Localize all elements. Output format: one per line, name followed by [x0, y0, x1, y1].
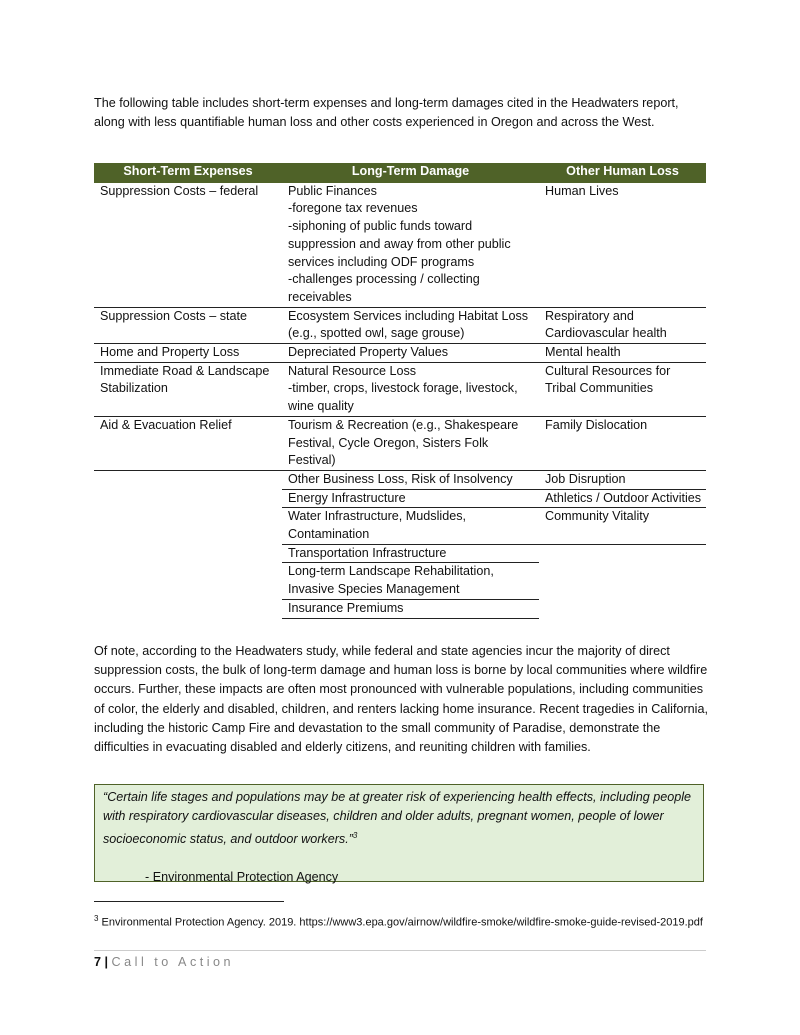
header-human-loss: Other Human Loss — [539, 163, 706, 182]
table-cell: Energy Infrastructure — [282, 489, 539, 508]
quote-text — [103, 788, 695, 849]
table-row — [94, 182, 706, 307]
table-cell — [94, 508, 282, 544]
table-cell: Tourism & Recreation (e.g., Shakespeare Festival, Cycle Oregon, Sisters Folk Festival) — [282, 416, 539, 470]
table-row — [94, 470, 706, 489]
table-cell: Respiratory and Cardiovascular health — [539, 307, 706, 343]
quote-body: “Certain life stages and populations may be at greater risk of experiencing health effects, including people with respiratory cardiovascular diseases, children and older adults, pregnant women, people of lower socioeconomic status, and outdoor workers.” — [103, 790, 692, 847]
table-row — [94, 362, 706, 416]
footnote-ref[interactable]: 3 — [352, 831, 358, 840]
table-cell: Water Infrastructure, Mudslides, Contamination — [282, 508, 539, 544]
table-cell: Athletics / Outdoor Activities — [539, 489, 706, 508]
footnote-text: Environmental Protection Agency. 2019. https://www3.epa.gov/airnow/wildfire-smoke/wildfire-smoke-guide-revised-2019.pdf — [98, 916, 703, 929]
table-cell — [94, 544, 282, 563]
table-row — [94, 489, 706, 508]
table-cell: Suppression Costs – state — [94, 307, 282, 343]
table-cell: Mental health — [539, 344, 706, 363]
table-cell: Home and Property Loss — [94, 344, 282, 363]
table-cell — [94, 470, 282, 489]
quote-attribution: - Environmental Protection Agency — [145, 870, 339, 885]
table-cell: Suppression Costs – federal — [94, 182, 282, 307]
header-long-term: Long-Term Damage — [282, 163, 539, 182]
table-cell: Natural Resource Loss -timber, crops, livestock forage, livestock, wine quality — [282, 362, 539, 416]
table-cell: Family Dislocation — [539, 416, 706, 470]
quote-box — [94, 784, 704, 885]
table-row — [94, 307, 706, 343]
table-cell: Transportation Infrastructure — [282, 544, 539, 563]
table-row — [94, 563, 706, 599]
table-cell: Community Vitality — [539, 508, 706, 544]
footnote-number: 3 — [94, 914, 99, 923]
intro-paragraph: The following table includes short-term expenses and long-term damages cited in the Headwaters report, along with less quantifiable human loss and other costs experienced in Oregon and across the West. — [94, 96, 679, 130]
table-row — [94, 344, 706, 363]
header-short-term: Short-Term Expenses — [94, 163, 282, 182]
table-cell — [539, 563, 706, 599]
table-cell: Ecosystem Services including Habitat Loss (e.g., spotted owl, sage grouse) — [282, 307, 539, 343]
body-paragraph: Of note, according to the Headwaters study, while federal and state agencies incur the majority of direct suppression costs, the bulk of long-term damage and human loss is borne by local communities where wildfire occurs. Further, these impacts are often most pronounced with vulnerable populations, including communities of color, the elderly and disabled, children, and renters lacking home insurance. Recent tragedies in California, including the historic Camp Fire and devastation to the small community of Paradise, demonstrate the difficulties in evacuating disabled and elderly citizens, and reuniting children with families. — [94, 644, 708, 755]
table-cell: Human Lives — [539, 182, 706, 307]
footnote-divider — [94, 901, 284, 902]
table-row — [94, 416, 706, 470]
table-cell: Depreciated Property Values — [282, 344, 539, 363]
footer-separator: | — [101, 955, 112, 969]
table-cell — [539, 599, 706, 618]
table-cell — [94, 563, 282, 599]
table-cell: Long-term Landscape Rehabilitation, Invasive Species Management — [282, 563, 539, 599]
table-cell — [94, 489, 282, 508]
table-cell: Job Disruption — [539, 470, 706, 489]
table-cell — [539, 544, 706, 563]
table-row — [94, 508, 706, 544]
table-cell: Immediate Road & Landscape Stabilization — [94, 362, 282, 416]
table-cell: Insurance Premiums — [282, 599, 539, 618]
table-cell — [94, 599, 282, 618]
page-number: 7 — [94, 955, 102, 969]
section-title: Call to Action — [111, 955, 235, 969]
table-cell: Other Business Loss, Risk of Insolvency — [282, 470, 539, 489]
table-cell: Cultural Resources for Tribal Communities — [539, 362, 706, 416]
footer-divider — [94, 950, 706, 951]
footnote — [94, 910, 708, 932]
table-cell: Aid & Evacuation Relief — [94, 416, 282, 470]
table-row — [94, 544, 706, 563]
table-row — [94, 599, 706, 618]
table-cell: Public Finances -foregone tax revenues -siphoning of public funds toward suppression and away from other public services including ODF programs -challenges processing / collecting receivables — [282, 182, 539, 307]
table-header-row — [94, 163, 706, 182]
costs-table — [94, 163, 706, 619]
page-footer — [94, 955, 234, 969]
